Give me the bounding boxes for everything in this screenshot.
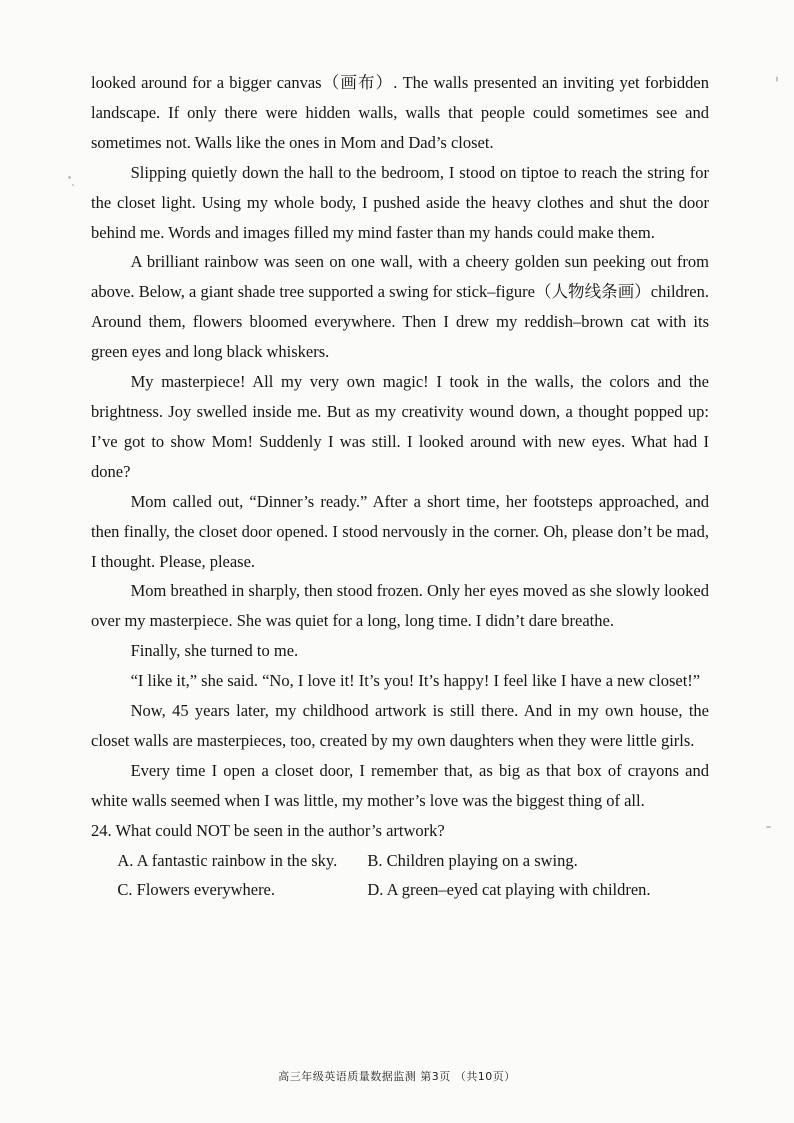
scan-speck (72, 184, 74, 186)
paragraph-1: looked around for a bigger canvas（画布）. The walls presented an inviting yet forbidden landscape. If only there were hidden walls, walls that people could sometimes see and sometimes not. Walls like the ones in Mom and Dad’s closet. (91, 73, 709, 152)
page-footer: 高三年级英语质量数据监测 第3页 （共10页） (278, 1070, 516, 1083)
paragraph-2: Slipping quietly down the hall to the bedroom, I stood on tiptoe to reach the string for the closet light. Using my whole body, I pushed aside the heavy clothes and shut the door behind me. Words and images filled my mind faster than my hands could make them. (91, 162, 709, 242)
paragraph-9: Now, 45 years later, my childhood artwork is still there. And in my own house, the closet walls are masterpieces, too, created by my own daughters when they were little girls. (91, 701, 709, 750)
paragraph-7: Finally, she turned to me. (130, 641, 299, 661)
paragraph-8: “I like it,” she said. “No, I love it! It’s you! It’s happy! I feel like I have a new closet!” (130, 671, 701, 691)
scan-speck (766, 826, 771, 828)
paragraph-4: My masterpiece! All my very own magic! I took in the walls, the colors and the brightness. Joy swelled inside me. But as my creativity wound down, a thought popped up: I’ve got to show Mom! Suddenly I was still. I looked around with new eyes. What had I done? (91, 372, 709, 481)
option-a: A. A fantastic rainbow in the sky. (117, 850, 338, 870)
option-d: D. A green–eyed cat playing with children. (367, 880, 651, 900)
options-row-1 (91, 846, 709, 876)
paragraph-6: Mom breathed in sharply, then stood frozen. Only her eyes moved as she slowly looked over my masterpiece. She was quiet for a long, long time. I didn’t dare breathe. (91, 581, 709, 631)
paragraph-5: Mom called out, “Dinner’s ready.” After a short time, her footsteps approached, and then finally, the closet door opened. I stood nervously in the corner. Oh, please don’t be mad, I thought. Please, please. (91, 491, 709, 571)
question-stem: 24. What could NOT be seen in the author’s artwork? (91, 820, 445, 840)
options-row-2 (91, 875, 709, 905)
reading-passage (91, 68, 709, 905)
scan-speck (776, 76, 778, 82)
scan-speck (68, 176, 71, 179)
option-c: C. Flowers everywhere. (117, 880, 276, 900)
paragraph-10: Every time I open a closet door, I remember that, as big as that box of crayons and white walls seemed when I was little, my mother’s love was the biggest thing of all. (91, 760, 709, 810)
paragraph-3: A brilliant rainbow was seen on one wall, with a cheery golden sun peeking out from above. Below, a giant shade tree supported a swing for stick–figure（人物线条画）children. Around them, flowers bloomed everywhere. Then I drew my reddish–brown cat with its green eyes and long black whiskers. (91, 252, 709, 362)
option-b: B. Children playing on a swing. (367, 850, 578, 870)
